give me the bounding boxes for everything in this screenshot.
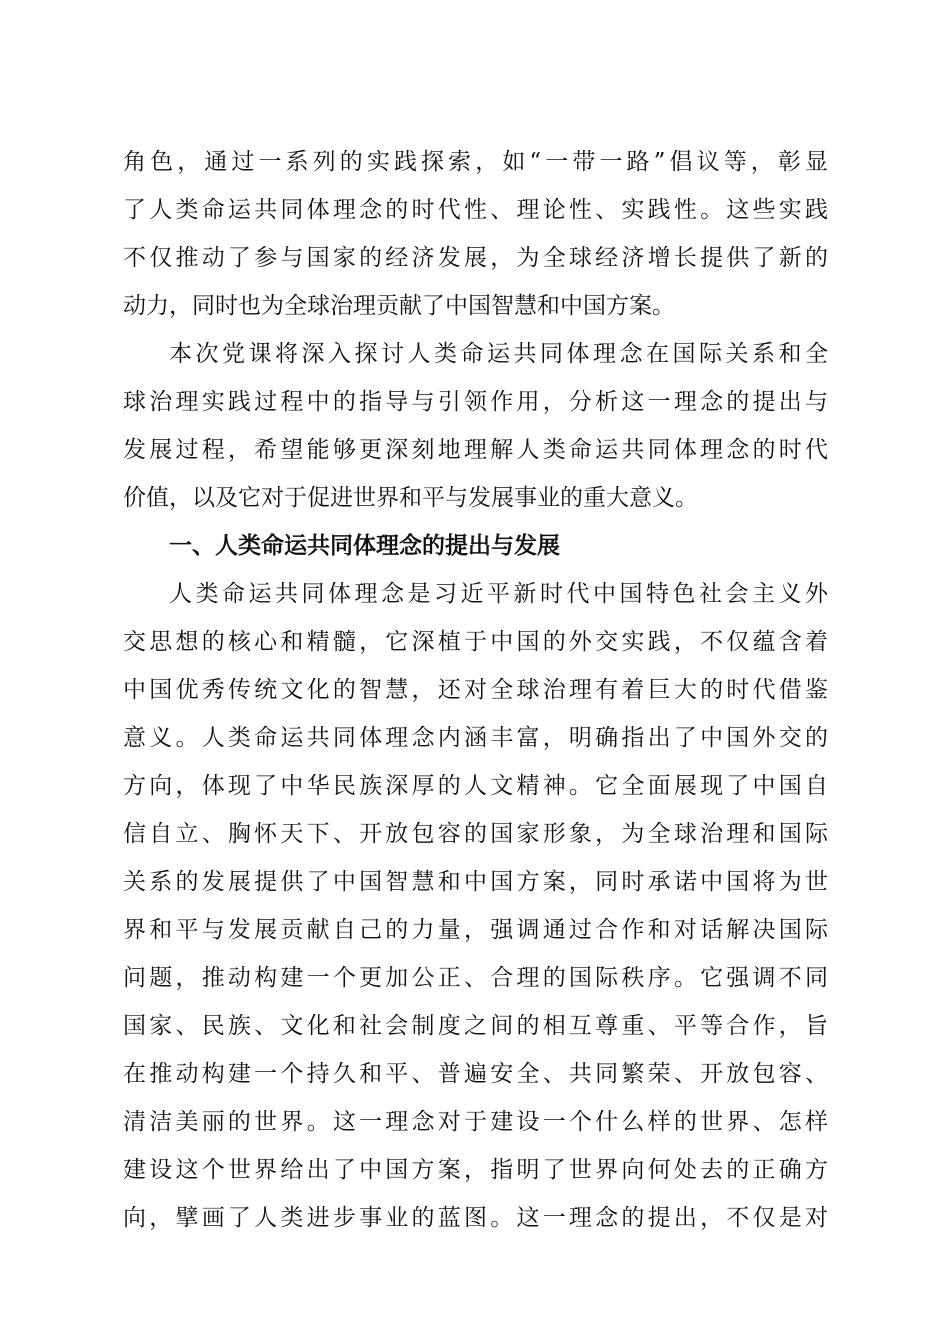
- text-line: 在推动构建一个持久和平、普遍安全、共同繁荣、开放包容、: [123, 1061, 828, 1087]
- text-line: 中国优秀传统文化的智慧，还对全球治理有着巨大的时代借鉴: [123, 677, 828, 703]
- text-line: 人类命运共同体理念是习近平新时代中国特色社会主义外: [169, 581, 828, 607]
- text-line: 信自立、胸怀天下、开放包容的国家形象，为全球治理和国际: [123, 821, 828, 847]
- text-line: 意义。人类命运共同体理念内涵丰富，明确指出了中国外交的: [123, 725, 828, 751]
- text-line: 不仅推动了参与国家的经济发展，为全球经济增长提供了新的: [123, 245, 828, 271]
- paragraph-continuation: [123, 138, 828, 330]
- text-line: 本次党课将深入探讨人类命运共同体理念在国际关系和全: [169, 341, 828, 367]
- document-body: [123, 138, 828, 1242]
- text-line: 球治理实践过程中的指导与引领作用，分析这一理念的提出与: [123, 389, 828, 415]
- text-line: 了人类命运共同体理念的时代性、理论性、实践性。这些实践: [123, 197, 828, 223]
- text-line: 国家、民族、文化和社会制度之间的相互尊重、平等合作，旨: [123, 1013, 828, 1039]
- text-line: 发展过程，希望能够更深刻地理解人类命运共同体理念的时代: [123, 437, 828, 463]
- text-line: 问题，推动构建一个更加公正、合理的国际秩序。它强调不同: [123, 965, 828, 991]
- text-line: 角色，通过一系列的实践探索，如“一带一路”倡议等，彰显: [123, 149, 828, 175]
- text-line: 交思想的核心和精髓，它深植于中国的外交实践，不仅蕴含着: [123, 629, 828, 655]
- text-line: 向，擘画了人类进步事业的蓝图。这一理念的提出，不仅是对: [123, 1205, 828, 1231]
- text-line: 方向，体现了中华民族深厚的人文精神。它全面展现了中国自: [123, 773, 828, 799]
- section-paragraph: [123, 570, 828, 1242]
- section-heading: 一、人类命运共同体理念的提出与发展: [169, 533, 560, 559]
- paragraph-intro: [123, 330, 828, 522]
- text-line: 动力，同时也为全球治理贡献了中国智慧和中国方案。: [123, 293, 675, 319]
- text-line: 建设这个世界给出了中国方案，指明了世界向何处去的正确方: [123, 1157, 828, 1183]
- text-line: 价值，以及它对于促进世界和平与发展事业的重大意义。: [123, 485, 698, 511]
- text-line: 清洁美丽的世界。这一理念对于建设一个什么样的世界、怎样: [123, 1109, 828, 1135]
- text-line: 界和平与发展贡献自己的力量，强调通过合作和对话解决国际: [123, 917, 828, 943]
- text-line: 关系的发展提供了中国智慧和中国方案，同时承诺中国将为世: [123, 869, 828, 895]
